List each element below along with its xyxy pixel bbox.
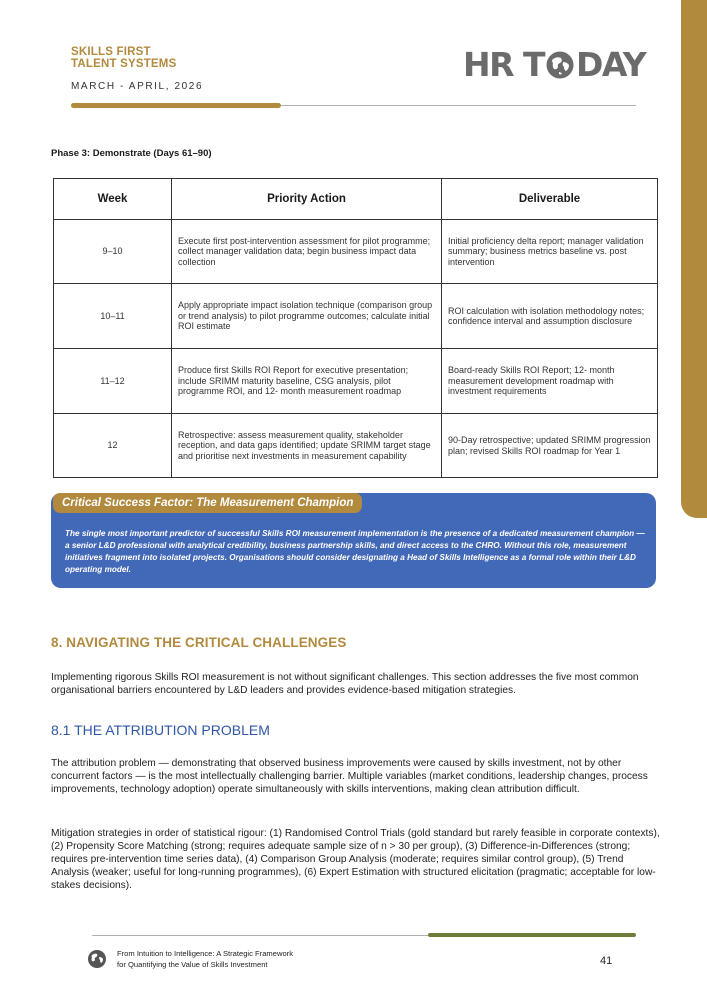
deliverable-cell: Board-ready Skills ROI Report; 12- month measurement development roadmap with investment requirements <box>442 349 658 414</box>
week-cell: 12 <box>54 414 172 478</box>
table-row <box>54 220 658 284</box>
table-header-row <box>54 179 658 220</box>
footer-accent-line <box>428 933 636 937</box>
header-accent-line <box>71 103 281 108</box>
action-cell: Execute first post-intervention assessment for pilot programme; collect manager validation data; begin business impact data collection <box>172 220 442 284</box>
footer-title-line-2: for Quantifying the Value of Skills Investment <box>117 959 268 969</box>
phase-title: Phase 3: Demonstrate (Days 61–90) <box>51 148 212 159</box>
table-row <box>54 284 658 349</box>
brand-line-1: SKILLS FIRST <box>71 46 151 58</box>
mitigation-paragraph: Mitigation strategies in order of statistical rigour: (1) Randomised Control Trials (gold standard but rarely feasible in corporate contexts), (2) Propensity Score Matching (strong; requires adequate sample size of n > 30 per group), (3) Difference-in-Differences (strong; requires pre-intervention time series data), (4) Comparison Group Analysis (moderate; requires similar control group), (5) Trend Analysis (weaker; useful for long-running programmes), (6) Expert Estimation with structured elicitation (pragmatic; acceptable for low-stakes decisions). <box>51 828 660 891</box>
action-cell: Produce first Skills ROI Report for executive presentation; include SRIMM maturity baseline, CSG analysis, pilot programme ROI, and 12- month measurement roadmap <box>172 349 442 414</box>
page-number: 41 <box>600 955 613 967</box>
header-week: Week <box>54 179 172 220</box>
section-title: 8. NAVIGATING THE CRITICAL CHALLENGES <box>51 635 347 650</box>
header-deliverable: Deliverable <box>442 179 658 220</box>
brand-line-2: TALENT SYSTEMS <box>71 58 177 70</box>
deliverable-cell: Initial proficiency delta report; manager validation summary; business metrics baseline vs. post intervention <box>442 220 658 284</box>
week-cell: 10–11 <box>54 284 172 349</box>
side-tab-decoration <box>681 0 707 518</box>
subsection-title: 8.1 THE ATTRIBUTION PROBLEM <box>51 722 270 738</box>
logo-text-left: HR T <box>463 45 545 84</box>
table-row <box>54 414 658 478</box>
brand-block <box>71 46 176 70</box>
attribution-paragraph: The attribution problem — demonstrating that observed business improvements were caused by skills investment, not by other concurrent factors — is the most intellectually challenging barrier. Multiple variables (market conditions, leadership changes, process improvements, technology adoption) operate simultaneously with skills interventions, making clean attribution difficult. <box>51 758 648 795</box>
callout-text: The single most important predictor of successful Skills ROI measurement implementation is the presence of a dedicated measurement champion — a senior L&D professional with analytical credibility, business partnership skills, and direct access to the CHRO. Without this role, measurement initiatives fragment into isolated projects. Organisations should consider designating a Head of Skills Intelligence as a formal role within their L&D operating model. <box>65 529 645 574</box>
week-cell: 9–10 <box>54 220 172 284</box>
roadmap-table <box>53 178 658 478</box>
footer-globe-icon <box>87 949 107 969</box>
header-priority-action: Priority Action <box>172 179 442 220</box>
footer-rule <box>92 935 428 936</box>
action-cell: Apply appropriate impact isolation technique (comparison group or trend analysis) to pilot programme outcomes; calculate initial ROI estimate <box>172 284 442 349</box>
deliverable-cell: ROI calculation with isolation methodology notes; confidence interval and assumption disclosure <box>442 284 658 349</box>
hr-today-logo <box>463 45 646 84</box>
logo-text-right: DAY <box>576 45 646 84</box>
issue-date: MARCH - APRIL, 2026 <box>71 81 204 92</box>
deliverable-cell: 90-Day retrospective; updated SRIMM progression plan; revised Skills ROI roadmap for Year 1 <box>442 414 658 478</box>
header-rule <box>281 105 636 106</box>
globe-icon <box>545 50 575 80</box>
callout-label: Critical Success Factor: The Measurement Champion <box>53 493 362 513</box>
footer-title-line-1: From Intuition to Intelligence: A Strategic Framework <box>117 949 293 958</box>
action-cell: Retrospective: assess measurement quality, stakeholder reception, and data gaps identified; update SRIMM target stage and prioritise next investments in measurement capability <box>172 414 442 478</box>
table-row <box>54 349 658 414</box>
week-cell: 11–12 <box>54 349 172 414</box>
section-intro: Implementing rigorous Skills ROI measurement is not without significant challenges. This section addresses the five most common organisational barriers encountered by L&D leaders and provides evidence-based mitigation strategies. <box>51 672 639 696</box>
footer-title <box>117 949 293 970</box>
